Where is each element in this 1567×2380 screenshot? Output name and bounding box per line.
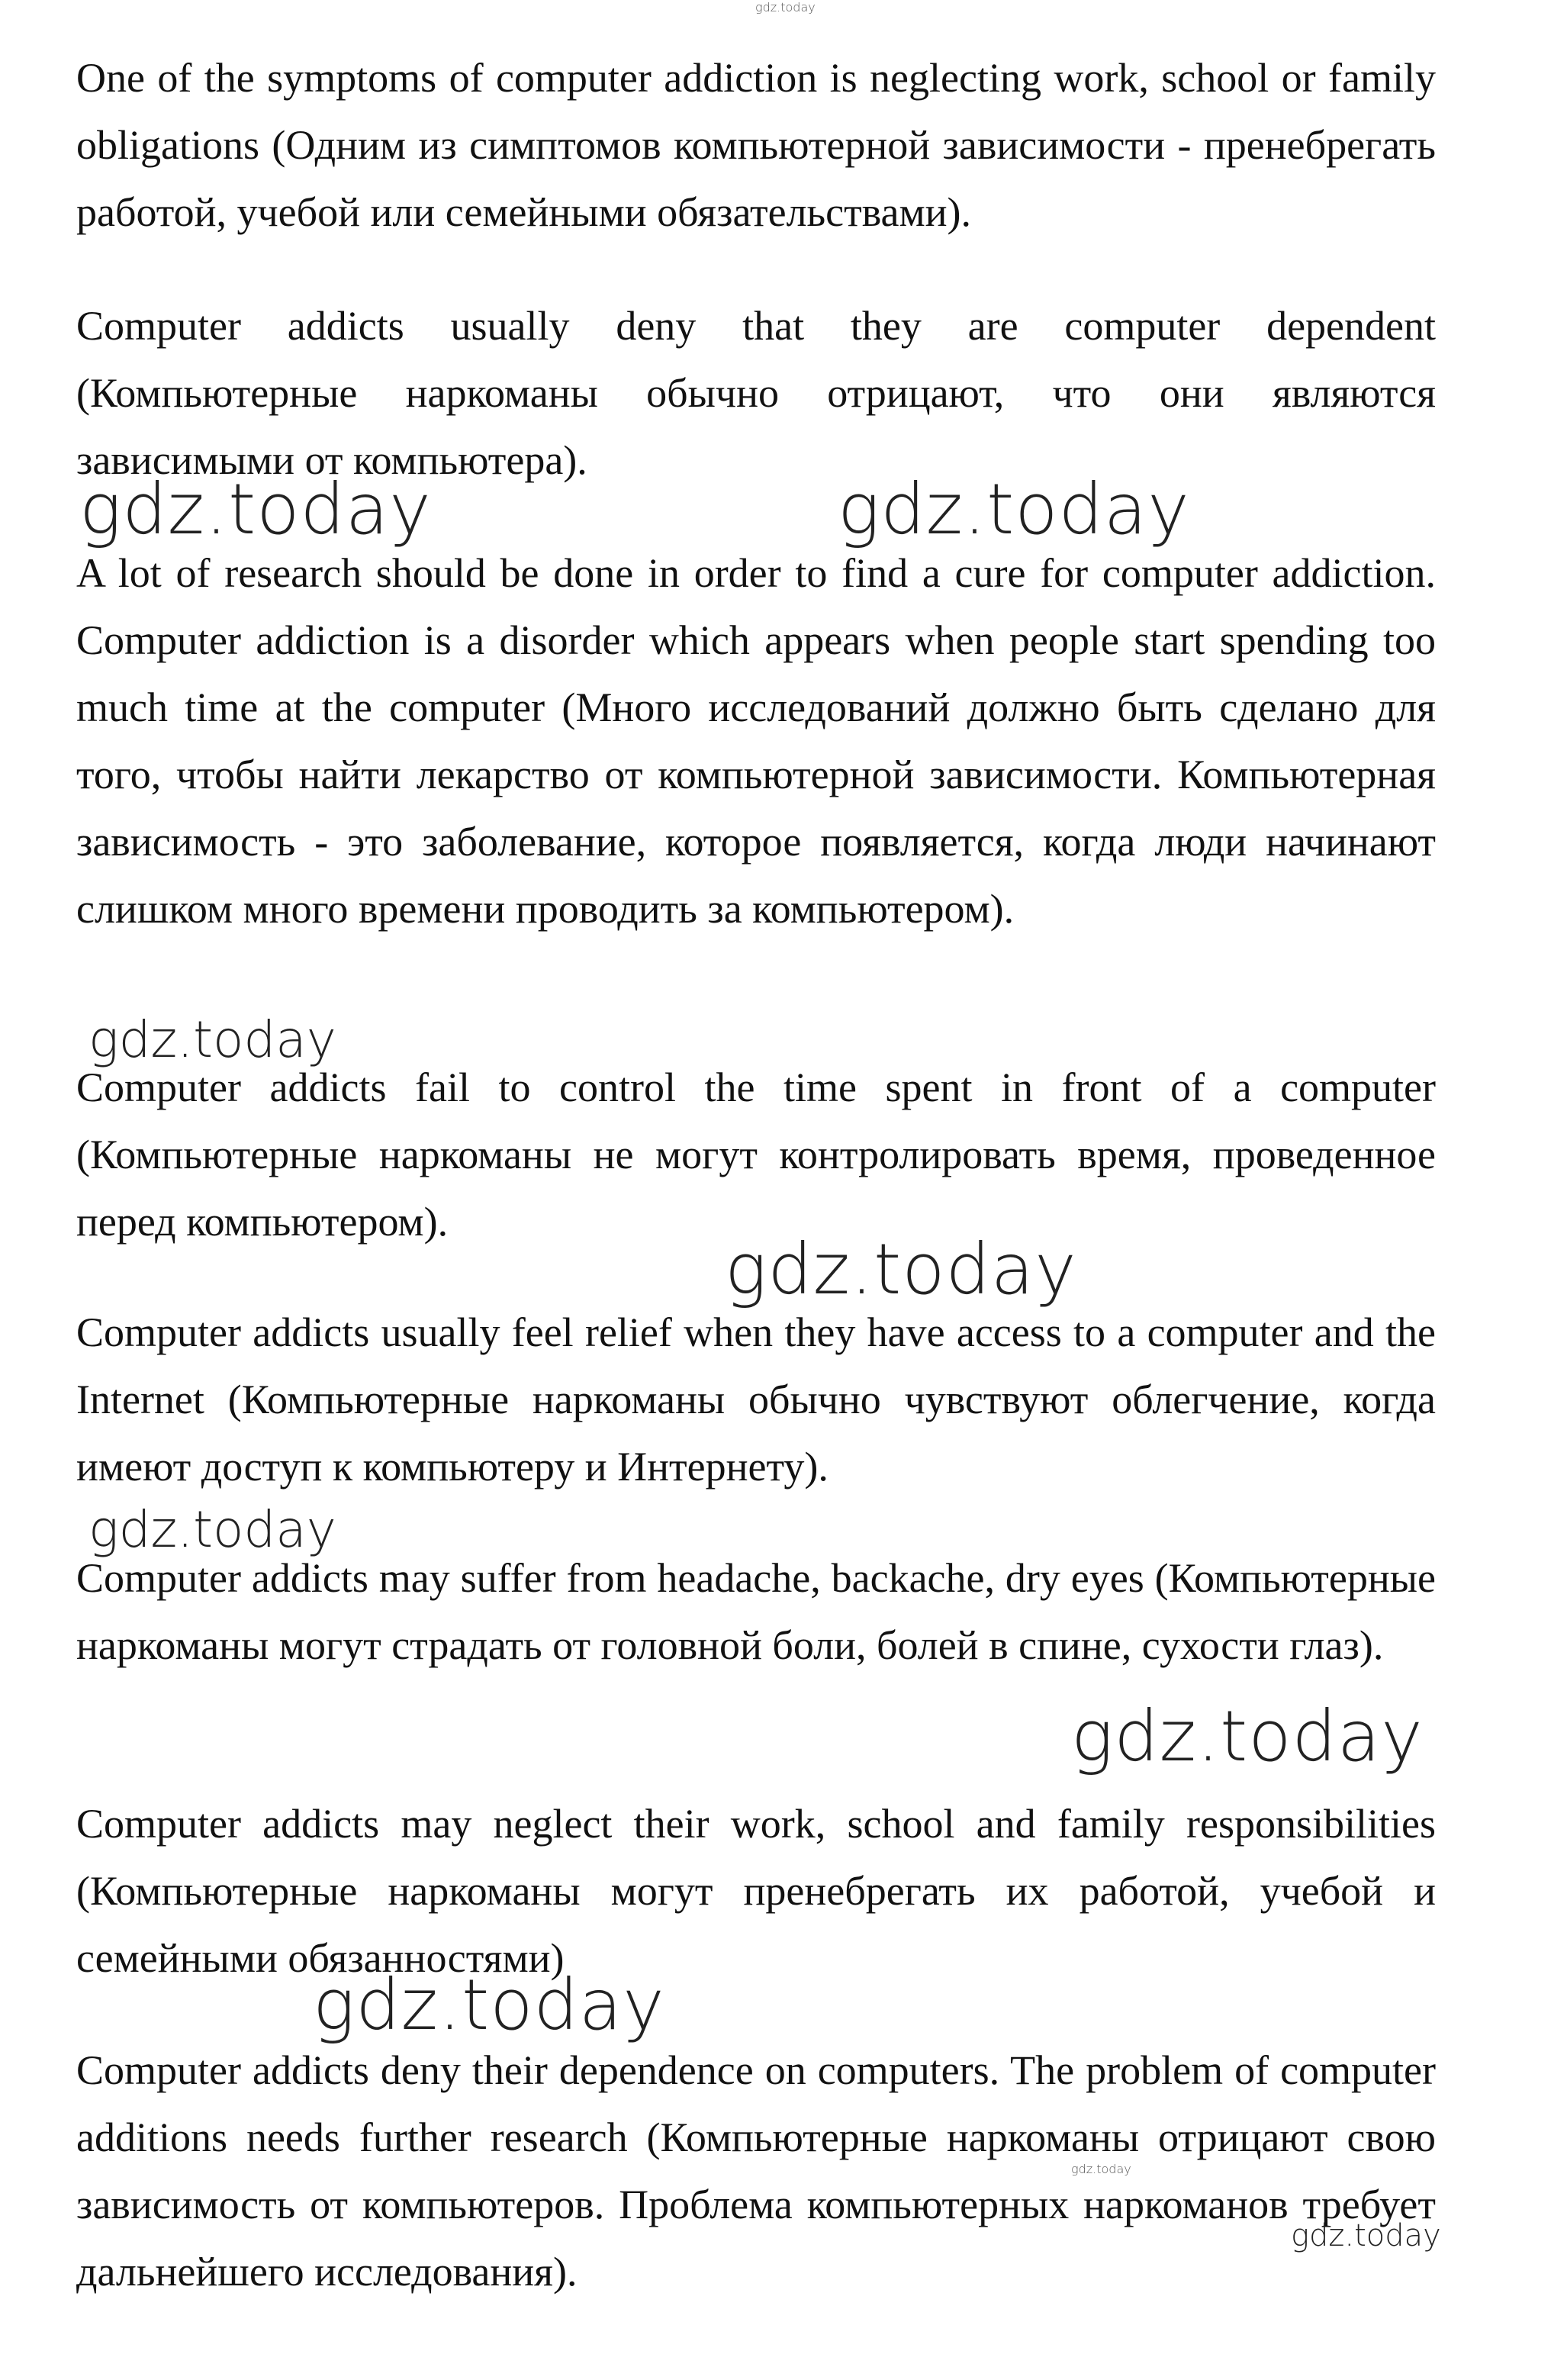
watermark-5: gdz.today bbox=[88, 1500, 336, 1559]
paragraph-3: A lot of research should be done in order to find a cure for computer addiction. Computer addiction is a disorder which appears when people start spending too much time at the computer (Много исследований должно быть сделано для того, чтобы найти лекарство от компьютерной зависимости. Компьютерная зависимость - это заболевание, которое появляется, когда люди начинают слишком много времени проводить за компьютером). bbox=[76, 550, 1436, 932]
paragraph-6: Computer addicts may suffer from headache, backache, dry eyes (Компьютерные наркоманы могут страдать от головной боли, болей в спине, сухости глаз). bbox=[76, 1555, 1436, 1668]
watermark-1: gdz.today bbox=[79, 469, 432, 550]
watermark-6: gdz.today bbox=[1071, 1696, 1424, 1777]
paragraph-8: Computer addicts deny their dependence on computers. The problem of computer additions needs further research (Компьютерные наркоманы отрицают свою зависимость от компьютеров. Проблема компьютерных наркоманов требует дальнейшего исследования). bbox=[76, 2047, 1436, 2295]
paragraph-1: One of the symptoms of computer addiction is neglecting work, school or family obligations (Одним из симптомов компьютерной зависимости - пренебрегать работой, учебой или семейными обязательствами). bbox=[76, 55, 1436, 235]
watermark-4: gdz.today bbox=[725, 1229, 1077, 1310]
watermark-2: gdz.today bbox=[838, 469, 1190, 550]
watermark-3: gdz.today bbox=[88, 1010, 336, 1069]
paragraph-2: Computer addicts usually deny that they are computer dependent (Компьютерные наркоманы обычно отрицают, что они являются зависимыми от компьютера). bbox=[76, 303, 1436, 483]
watermark-7: gdz.today bbox=[313, 1964, 665, 2046]
watermark-9: gdz.today bbox=[1291, 2218, 1441, 2253]
watermark-8: gdz.today bbox=[1071, 2162, 1131, 2176]
paragraph-4: Computer addicts fail to control the time spent in front of a computer (Компьютерные наркоманы не могут контролировать время, проведенное перед компьютером). bbox=[76, 1064, 1436, 1245]
paragraph-7: Computer addicts may neglect their work, school and family responsibilities (Компьютерные наркоманы могут пренебрегать их работой, учебой и семейными обязанностями) bbox=[76, 1801, 1436, 1981]
paragraph-5: Computer addicts usually feel relief when they have access to a computer and the Internet (Компьютерные наркоманы обычно чувствуют облегчение, когда имеют доступ к компьютеру и Интернету). bbox=[76, 1309, 1436, 1490]
watermark-top: gdz.today bbox=[755, 0, 816, 14]
